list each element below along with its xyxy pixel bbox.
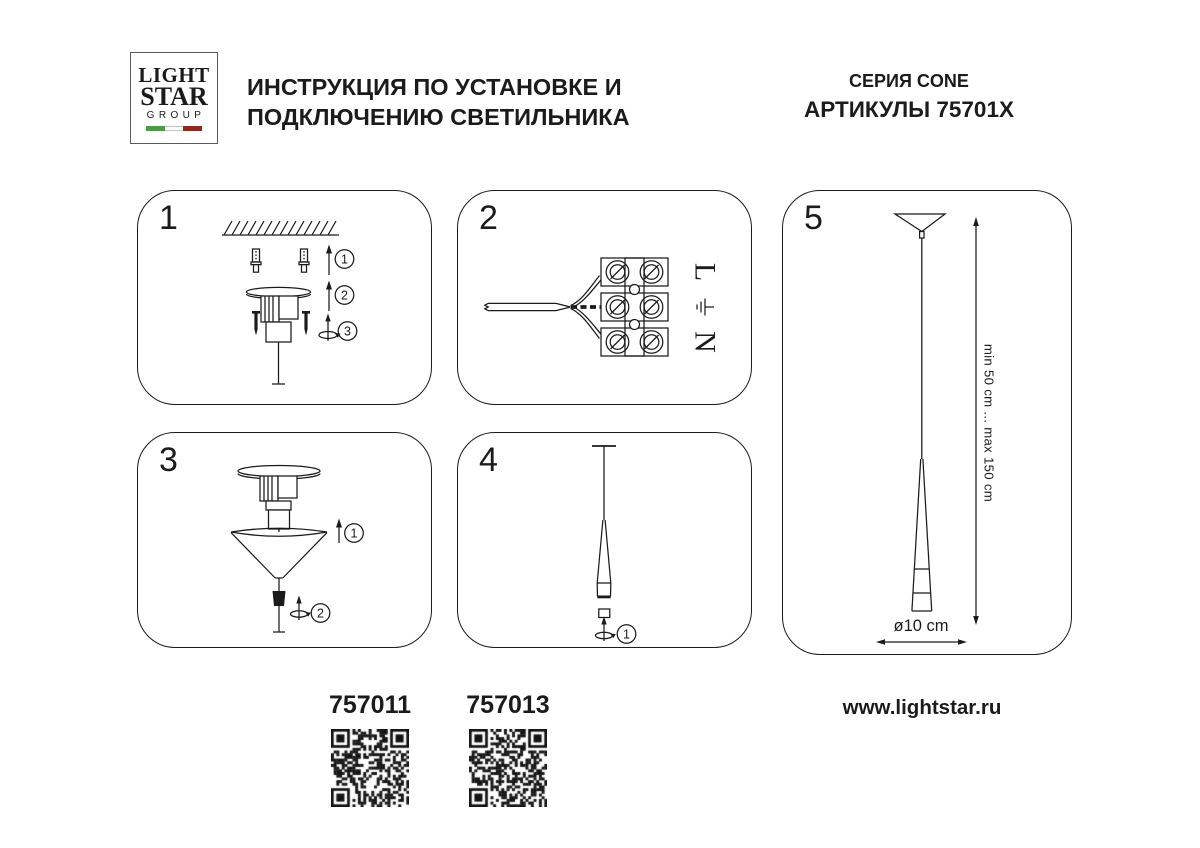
step-number: 3 — [159, 441, 178, 479]
svg-text:1: 1 — [623, 627, 630, 642]
overview-panel-5 — [782, 190, 1072, 655]
up-arrow-icon — [336, 519, 342, 544]
panel1-drawing — [138, 191, 433, 406]
suspension-cord-icon — [592, 446, 616, 520]
suspension-cord-icon — [273, 606, 285, 632]
panel3-drawing — [138, 433, 433, 649]
wall-anchor-icon — [251, 249, 261, 272]
step-number: 5 — [804, 199, 823, 237]
article-number-left: 757011 — [328, 691, 412, 719]
screw-icon — [252, 311, 260, 336]
height-range-label: min 50 cm ... max 150 cm — [981, 343, 997, 503]
flag-green-stripe — [146, 126, 165, 131]
suspension-cord-icon — [272, 342, 285, 384]
step-panel-1 — [137, 190, 432, 405]
step-marker — [335, 250, 354, 269]
page-title — [247, 72, 630, 132]
step-panel-2 — [457, 190, 752, 405]
terminal-label-live: L — [688, 262, 722, 282]
panel4-drawing — [458, 433, 753, 649]
logo-word-group: GROUP — [146, 110, 206, 121]
pendant-cone-icon — [912, 459, 932, 611]
pendant-cone-icon — [597, 520, 611, 598]
wall-anchor-icon — [299, 249, 309, 272]
svg-text:3: 3 — [344, 324, 351, 339]
articles-code: АРТИКУЛЫ 75701X — [804, 97, 1014, 122]
step-number: 1 — [159, 199, 178, 237]
svg-text:2: 2 — [317, 606, 324, 621]
lightstar-logo — [130, 52, 218, 144]
panel2-drawing — [458, 191, 753, 406]
logo-word-star: STAR — [140, 82, 208, 111]
diameter-label: ø10 cm — [893, 617, 949, 635]
panel5-drawing — [783, 191, 1073, 656]
rotate-icon — [291, 596, 311, 621]
rotate-icon — [596, 617, 616, 642]
qr-code-left — [331, 729, 409, 807]
step-number: 2 — [479, 199, 498, 237]
flag-white-stripe — [165, 126, 184, 131]
svg-text:1: 1 — [341, 252, 348, 267]
up-arrow-icon — [326, 245, 332, 276]
step-marker — [617, 625, 636, 644]
height-dimension-arrow — [973, 217, 996, 625]
terminal-label-neutral: N — [688, 331, 722, 353]
cord-grip-icon — [273, 591, 286, 606]
step-marker — [311, 604, 330, 623]
flag-red-stripe — [183, 126, 202, 131]
ceiling-hatch-icon — [222, 221, 339, 235]
up-arrow-icon — [326, 281, 332, 312]
svg-text:2: 2 — [341, 288, 348, 303]
website-url: www.lightstar.ru — [842, 696, 1002, 719]
power-cable-icon — [485, 276, 603, 339]
terminal-block-icon — [601, 258, 668, 356]
cone-shade-icon — [231, 528, 327, 578]
logo-word-light: LIGHT — [138, 63, 210, 87]
italy-flag-icon — [146, 126, 202, 131]
screw-icon — [302, 311, 310, 336]
step-marker — [345, 524, 364, 543]
step-panel-3 — [137, 432, 432, 648]
svg-text:1: 1 — [350, 526, 358, 541]
mounting-plate-icon — [238, 466, 320, 530]
series-name: СЕРИЯ CONE — [849, 71, 969, 91]
rotate-icon — [319, 314, 341, 342]
step-panel-4 — [457, 432, 752, 648]
step-marker — [335, 286, 354, 305]
step-marker — [338, 322, 357, 341]
page-title-line2: ПОДКЛЮЧЕНИЮ СВЕТИЛЬНИКА — [247, 104, 630, 130]
page-title-line1: ИНСТРУКЦИЯ ПО УСТАНОВКЕ И — [247, 74, 622, 100]
earth-ground-icon — [697, 299, 714, 316]
qr-code-right — [469, 729, 547, 807]
lamp-part-icon — [599, 609, 610, 618]
ceiling-canopy-icon — [895, 214, 945, 238]
step-number: 4 — [479, 441, 498, 479]
series-block — [784, 71, 1034, 123]
article-number-right: 757013 — [466, 691, 550, 719]
diameter-dimension-arrow — [876, 617, 967, 645]
